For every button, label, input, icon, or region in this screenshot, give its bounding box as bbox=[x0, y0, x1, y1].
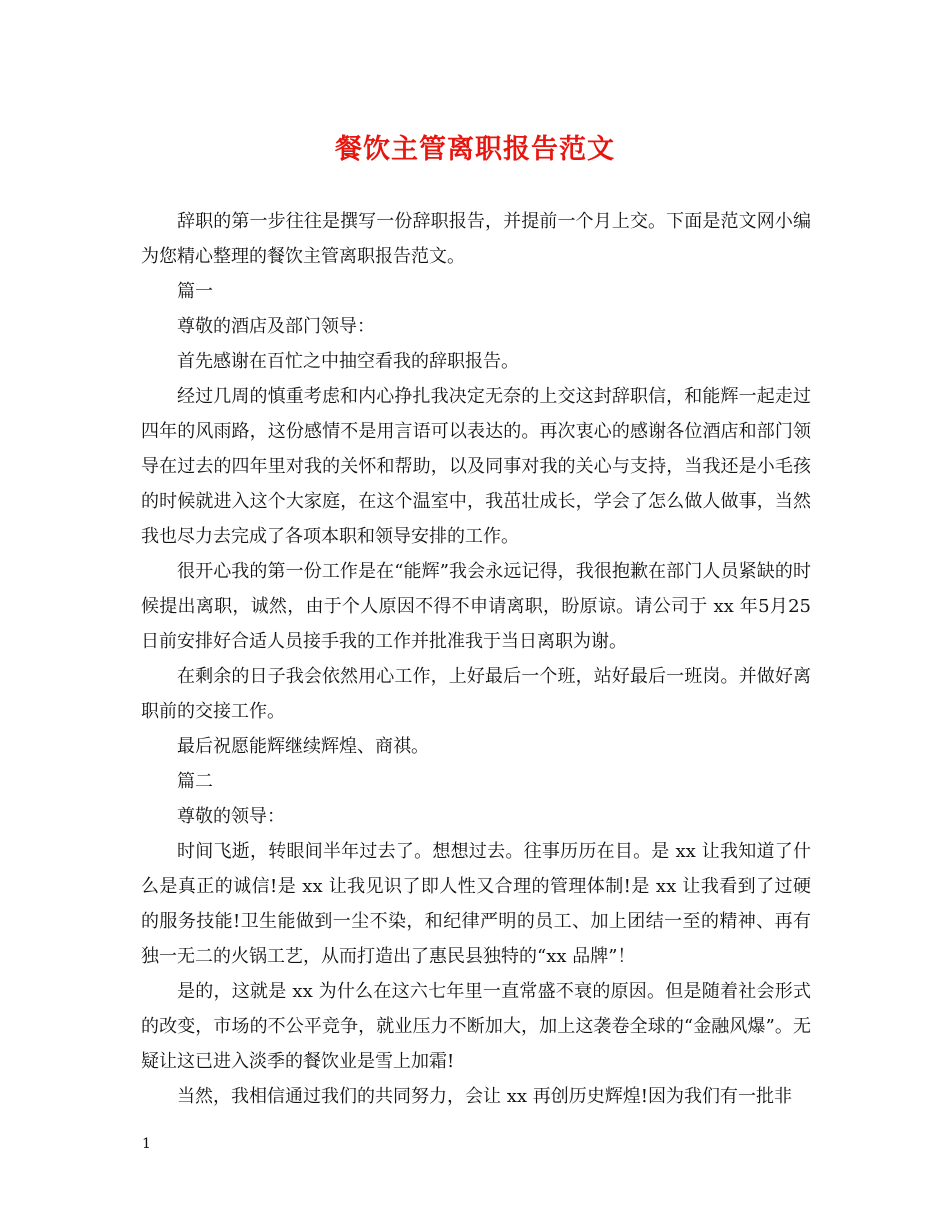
salutation-1: 尊敬的酒店及部门领导： bbox=[177, 316, 375, 337]
paragraph: 很开心我的第一份工作是在“能辉”我会永远记得，我很抱歉在部门人员紧缺的时候提出离职，诚然，由于个人原因不得不申请离职，盼原谅。请公司于 xx 年5月25日前安排好合适人员接手我的工作并批准我于当日离职为谢。 bbox=[141, 561, 811, 652]
salutation-2: 尊敬的领导： bbox=[177, 806, 285, 827]
paragraph: 经过几周的慎重考虑和内心挣扎我决定无奈的上交这封辞职信，和能辉一起走过四年的风雨路，这份感情不是用言语可以表达的。再次衷心的感谢各位酒店和部门领导在过去的四年里对我的关怀和帮助，以及同事对我的关心与支持，当我还是小毛孩的时候就进入这个大家庭，在这个温室中，我茁壮成长，学会了怎么做人做事，当然我也尽力去完成了各项本职和领导安排的工作。 bbox=[141, 386, 811, 547]
paragraph: 是的，这就是 xx 为什么在这六七年里一直常盛不衰的原因。但是随着社会形式的改变，市场的不公平竞争，就业压力不断加大，加上这袭卷全球的“金融风爆”。无疑让这已进入淡季的餐饮业是雪上加霜! bbox=[141, 981, 811, 1072]
page-number: 1 bbox=[142, 1136, 151, 1152]
document-body bbox=[141, 204, 811, 1114]
paragraph: 当然，我相信通过我们的共同努力，会让 xx 再创历史辉煌!因为我们有一批非 bbox=[177, 1086, 792, 1107]
paragraph: 首先感谢在百忙之中抽空看我的辞职报告。 bbox=[177, 351, 519, 372]
section-heading-1: 篇一 bbox=[177, 281, 213, 302]
document-title: 餐饮主管离职报告范文 bbox=[335, 134, 615, 165]
paragraph: 在剩余的日子我会依然用心工作，上好最后一个班，站好最后一班岗。并做好离职前的交接工作。 bbox=[141, 666, 811, 722]
paragraph: 时间飞逝，转眼间半年过去了。想想过去。往事历历在目。是 xx 让我知道了什么是真正的诚信!是 xx 让我见识了即人性又合理的管理体制!是 xx 让我看到了过硬的服务技能!卫生能做到一尘不染，和纪律严明的员工、加上团结一至的精神、再有独一无二的火锅工艺，从而打造出了惠民县独特的“xx 品牌”！ bbox=[141, 841, 811, 967]
paragraph: 最后祝愿能辉继续辉煌、商祺。 bbox=[177, 736, 429, 757]
section-heading-2: 篇二 bbox=[177, 771, 213, 792]
paragraph-intro: 辞职的第一步往往是撰写一份辞职报告，并提前一个月上交。下面是范文网小编为您精心整理的餐饮主管离职报告范文。 bbox=[141, 211, 811, 267]
